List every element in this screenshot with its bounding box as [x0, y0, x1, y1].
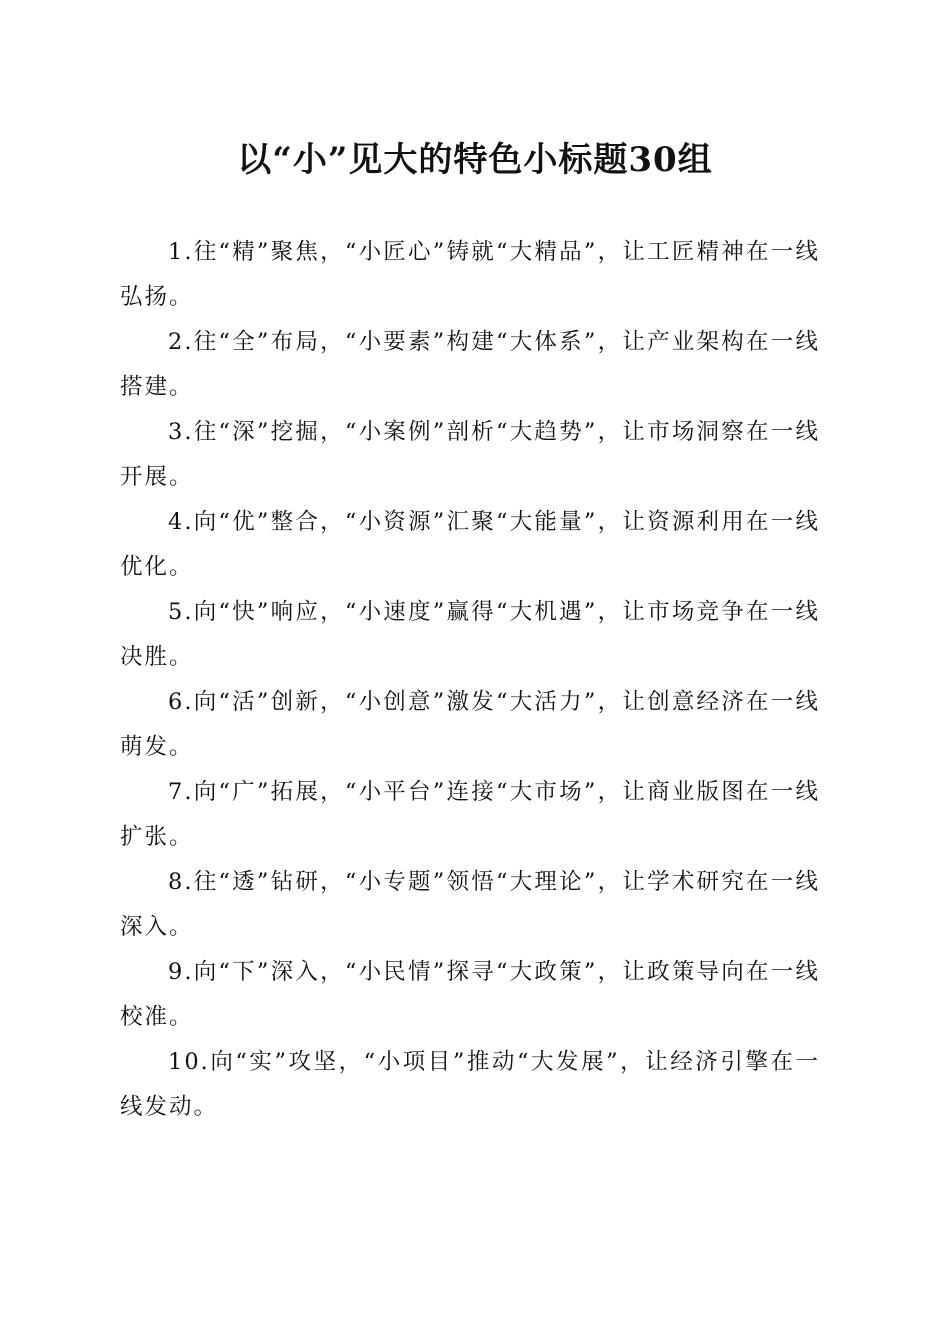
document-body [120, 230, 820, 1130]
list-item: 9.向“下”深入，“小民情”探寻“大政策”，让政策导向在一线校准。 [120, 959, 820, 1030]
list-item: 1.往“精”聚焦，“小匠心”铸就“大精品”，让工匠精神在一线弘扬。 [120, 239, 820, 310]
list-item: 8.往“透”钻研，“小专题”领悟“大理论”，让学术研究在一线深入。 [120, 869, 820, 940]
document-title: 以“小”见大的特色小标题30组 [237, 140, 713, 180]
list-item: 2.往“全”布局，“小要素”构建“大体系”，让产业架构在一线搭建。 [120, 329, 820, 400]
list-item: 5.向“快”响应，“小速度”赢得“大机遇”，让市场竞争在一线决胜。 [120, 599, 820, 670]
list-item: 6.向“活”创新，“小创意”激发“大活力”，让创意经济在一线萌发。 [120, 689, 820, 760]
list-item: 3.往“深”挖掘，“小案例”剖析“大趋势”，让市场洞察在一线开展。 [120, 419, 820, 490]
list-item: 4.向“优”整合，“小资源”汇聚“大能量”，让资源利用在一线优化。 [120, 509, 820, 580]
list-item: 10.向“实”攻坚，“小项目”推动“大发展”，让经济引擎在一线发动。 [120, 1049, 820, 1120]
list-item: 7.向“广”拓展，“小平台”连接“大市场”，让商业版图在一线扩张。 [120, 779, 820, 850]
